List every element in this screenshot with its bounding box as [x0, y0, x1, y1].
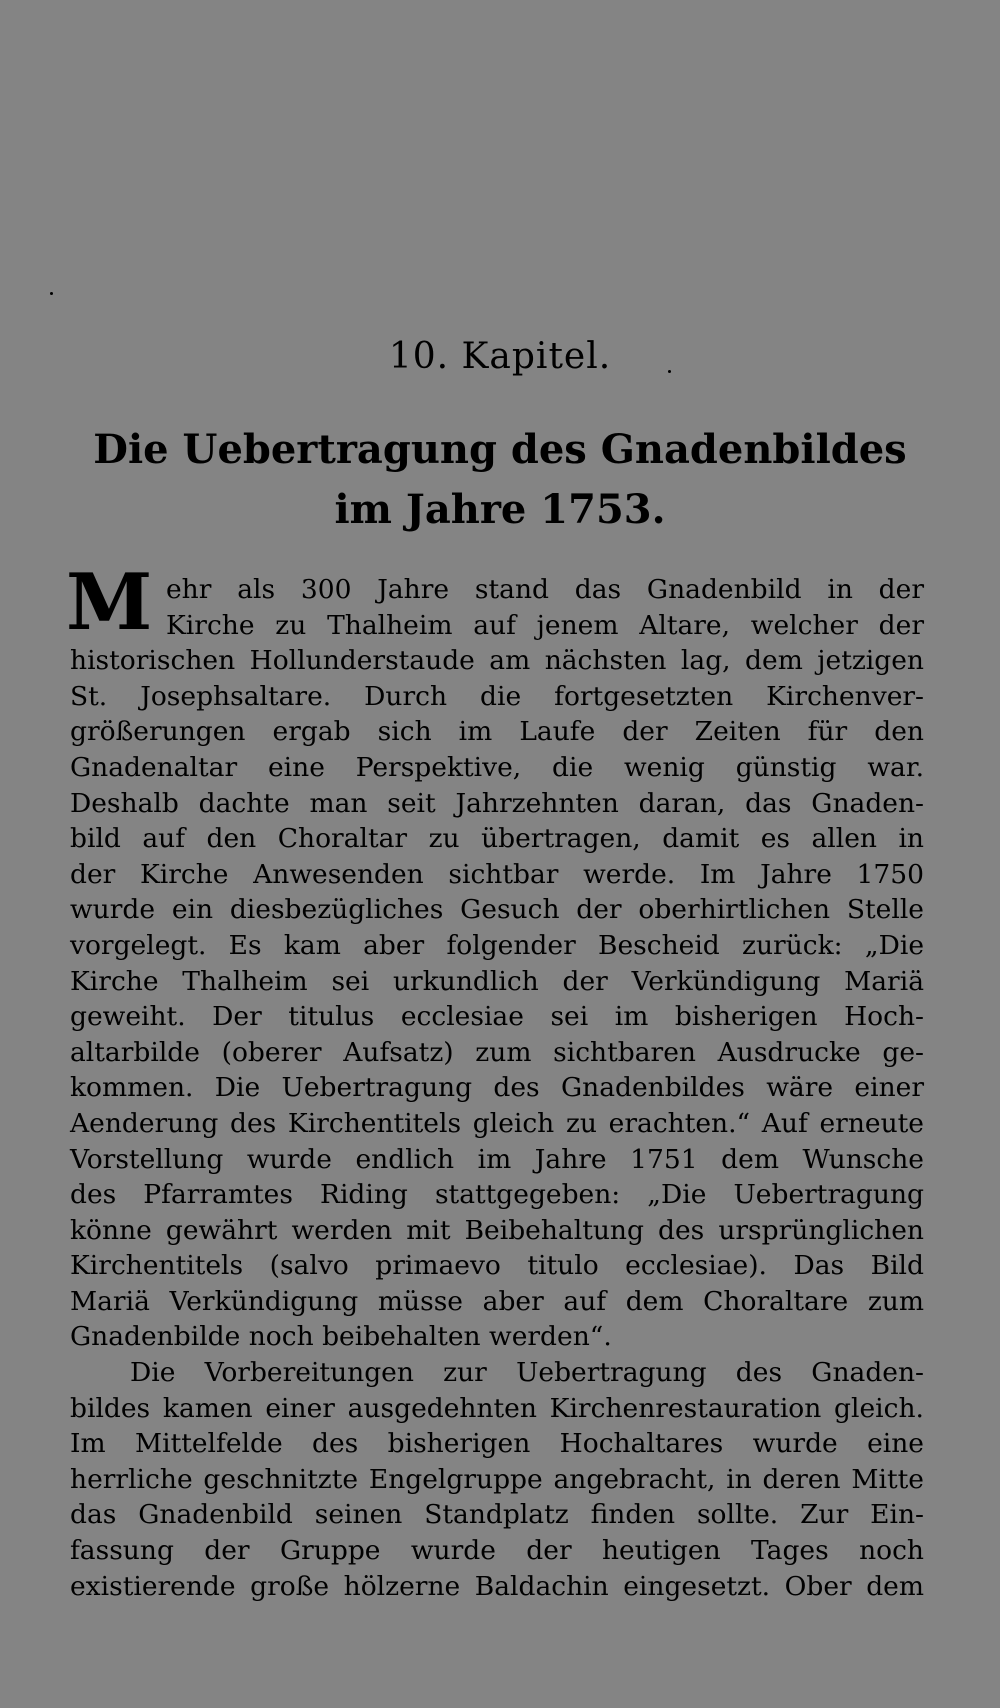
text-line: Mariä Verkündigung müsse aber auf dem Choraltare zum	[70, 1285, 924, 1317]
text-line: der Kirche Anwesenden sichtbar werde. Im Jahre 1750	[70, 858, 924, 890]
text-line: Kirche zu Thalheim auf jenem Altare, welcher der	[166, 609, 924, 641]
text-line: Deshalb dachte man seit Jahrzehnten daran, das Gnaden-	[70, 787, 924, 819]
chapter-title-line-1: Die Uebertragung des Gnadenbildes	[93, 426, 907, 473]
text-line: existierende große hölzerne Baldachin eingesetzt. Ober dem	[70, 1570, 924, 1602]
text-line: bild auf den Choraltar zu übertragen, damit es allen in	[70, 823, 924, 855]
text-line: Gnadenaltar eine Perspektive, die wenig günstig war.	[70, 751, 924, 783]
chapter-title	[60, 420, 940, 540]
text-line: wurde ein diesbezügliches Gesuch der oberhirtlichen Stelle	[70, 894, 924, 926]
text-line: des Pfarramtes Riding stattgegeben: „Die Uebertragung	[70, 1179, 924, 1211]
text-line: fassung der Gruppe wurde der heutigen Tages noch	[70, 1535, 924, 1567]
text-line: das Gnadenbild seinen Standplatz finden sollte. Zur Ein-	[70, 1499, 924, 1531]
text-line: Vorstellung wurde endlich im Jahre 1751 dem Wunsche	[70, 1143, 924, 1175]
chapter-title-line-2: im Jahre 1753.	[334, 486, 666, 533]
text-line: altarbilde (oberer Aufsatz) zum sichtbaren Ausdrucke ge-	[70, 1036, 924, 1068]
text-line: kommen. Die Uebertragung des Gnadenbildes wäre einer	[70, 1072, 924, 1104]
text-line: vorgelegt. Es kam aber folgender Bescheid zurück: „Die	[70, 929, 924, 961]
text-line: ehr als 300 Jahre stand das Gnadenbild in der	[166, 574, 924, 605]
text-line: Aenderung des Kirchentitels gleich zu erachten.“ Auf erneute	[70, 1107, 924, 1139]
text-line: herrliche geschnitzte Engelgruppe angebracht, in deren Mitte	[70, 1463, 924, 1495]
text-line: Kirchentitels (salvo primaevo titulo ecclesiae). Das Bild	[70, 1250, 924, 1282]
text-line: St. Josephsaltare. Durch die fortgesetzten Kirchenver-	[70, 680, 924, 712]
text-line: geweiht. Der titulus ecclesiae sei im bisherigen Hoch-	[70, 1001, 924, 1033]
text-line: Gnadenbilde noch beibehalten werden“.	[70, 1321, 612, 1353]
text-line: Im Mittelfelde des bisherigen Hochaltares wurde eine	[70, 1428, 924, 1460]
text-line: Die Vorbereitungen zur Uebertragung des Gnaden-	[130, 1357, 924, 1389]
drop-cap: M	[66, 557, 153, 648]
chapter-heading: 10. Kapitel.	[388, 336, 612, 377]
print-speck	[50, 292, 53, 295]
text-line: historischen Hollunderstaude am nächsten lag, dem jetzigen	[70, 645, 924, 677]
text-line: größerungen ergab sich im Laufe der Zeiten für den	[70, 716, 924, 748]
body-text	[66, 557, 924, 1604]
text-line: Kirche Thalheim sei urkundlich der Verkündigung Mariä	[70, 965, 924, 997]
text-line: bildes kamen einer ausgedehnten Kirchenrestauration gleich.	[70, 1392, 924, 1424]
text-line: könne gewährt werden mit Beibehaltung des ursprünglichen	[70, 1214, 924, 1246]
